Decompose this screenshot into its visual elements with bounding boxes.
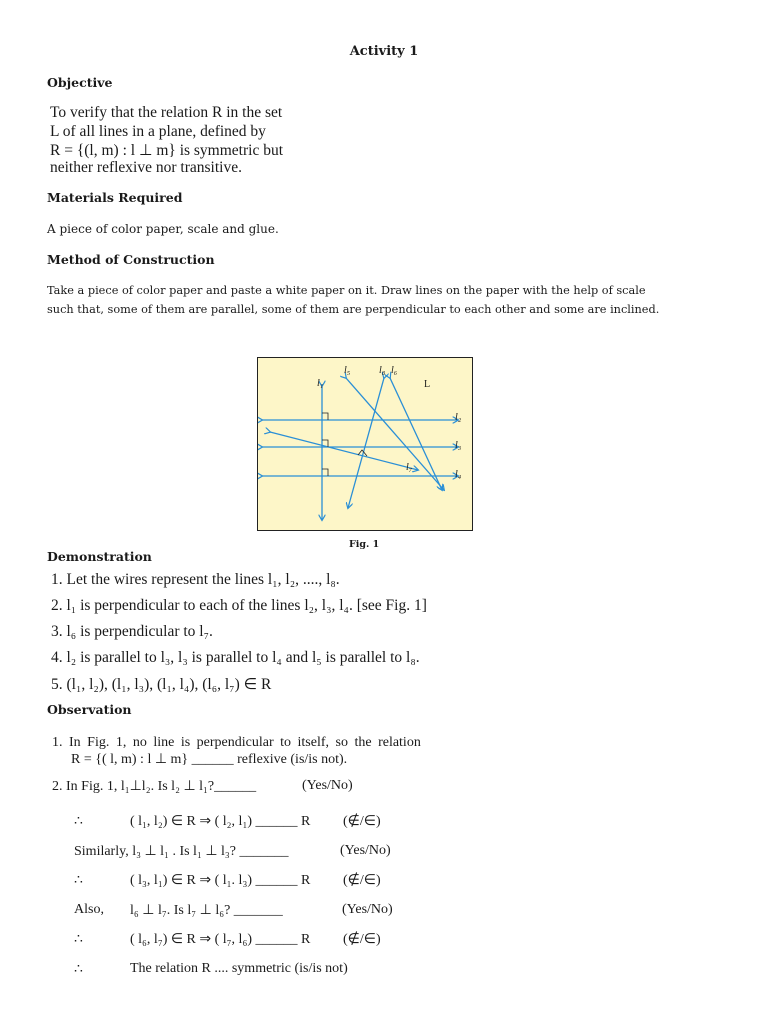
observation-item-2-choice: (Yes/No) [302, 778, 353, 793]
line-l7 [270, 432, 418, 470]
observation-row-3: ( l₆, l₇) ∈ R ⇒ ( l₇, l₆) ______ R [130, 932, 311, 947]
label-l5: l₅ [344, 365, 351, 376]
label-l7: l₇ [406, 462, 413, 473]
materials-heading: Materials Required [47, 190, 183, 205]
lines-diagram [258, 358, 474, 532]
objective-line-3: R = {(l, m) : l ⊥ m} is symmetric but [50, 142, 284, 159]
observation-row-2-choice: (∉/∈) [343, 873, 381, 888]
demonstration-item-5: 5. (l₁, l₂), (l₁, l₃), (l₁, l₄), (l₆, l₇) ∈ R [51, 676, 272, 693]
observation-row-1-choice: (∉/∈) [343, 814, 381, 829]
demonstration-item-2: 2. l₁ is perpendicular to each of the lines l₂, l₃, l₄. [see Fig. 1] [51, 597, 427, 614]
demonstration-heading: Demonstration [47, 549, 152, 564]
label-l3: l₃ [455, 440, 462, 451]
set-label-L: L [424, 379, 431, 390]
demonstration-item-1: 1. Let the wires represent the lines l₁, l₂, ...., l₈. [51, 571, 340, 588]
observation-item-2: 2. In Fig. 1, l₁⊥l₂. Is l₂ ⊥ l₁?______ [52, 779, 257, 794]
observation-also-text: l₆ ⊥ l₇. Is l₇ ⊥ l₆? _______ [130, 903, 283, 918]
objective-line-2: L of all lines in a plane, defined by [50, 123, 266, 140]
observation-similarly: Similarly, l₃ ⊥ l₁ . Is l₁ ⊥ l₃? _______ [74, 844, 289, 859]
figure-1 [257, 357, 473, 531]
method-line-2: such that, some of them are parallel, some of them are perpendicular to each other and some are inclined. [47, 303, 660, 316]
observation-row-1: ( l₁, l₂) ∈ R ⇒ ( l₂, l₁) ______ R [130, 814, 311, 829]
observation-row-2: ( l₃, l₁) ∈ R ⇒ ( l₁. l₃) ______ R [130, 873, 311, 888]
page-title: Activity 1 [349, 44, 419, 59]
line-l6 [390, 378, 442, 490]
observation-heading: Observation [47, 702, 132, 717]
objective-line-1: To verify that the relation R in the set [50, 104, 283, 121]
therefore-symbol: ∴ [74, 814, 83, 829]
demonstration-item-4: 4. l₂ is parallel to l₃, l₃ is parallel to l₄ and l₅ is parallel to l₈. [51, 649, 420, 666]
line-l5 [346, 378, 444, 490]
right-angle-mark [322, 413, 328, 420]
right-angle-mark [322, 469, 328, 476]
observation-conclusion: The relation R .... symmetric (is/is not) [130, 961, 348, 976]
observation-also-label: Also, [74, 902, 104, 917]
label-l8: l₈ [379, 365, 386, 376]
method-heading: Method of Construction [47, 252, 215, 267]
demonstration-item-3: 3. l₆ is perpendicular to l₇. [51, 623, 213, 640]
method-line-1: Take a piece of color paper and paste a white paper on it. Draw lines on the paper with the help of scale [47, 284, 646, 297]
line-l8 [348, 378, 384, 508]
objective-heading: Objective [47, 75, 113, 90]
observation-also-choice: (Yes/No) [342, 902, 393, 917]
therefore-symbol: ∴ [74, 932, 83, 947]
observation-item-1-line-1: 1. In Fig. 1, no line is perpendicular to itself, so the relation [52, 735, 421, 750]
label-l1: l₁ [317, 378, 324, 389]
label-l4: l₄ [455, 469, 462, 480]
therefore-symbol: ∴ [74, 962, 83, 977]
observation-similarly-choice: (Yes/No) [340, 843, 391, 858]
objective-line-4: neither reflexive nor transitive. [50, 159, 242, 176]
therefore-symbol: ∴ [74, 873, 83, 888]
label-l6: l₆ [391, 365, 398, 376]
materials-text: A piece of color paper, scale and glue. [47, 222, 279, 236]
observation-row-3-choice: (∉/∈) [343, 932, 381, 947]
label-l2: l₂ [455, 412, 462, 423]
observation-item-1-line-2: R = {( l, m) : l ⊥ m} ______ reflexive (is/is not). [71, 752, 348, 767]
figure-caption: Fig. 1 [349, 539, 380, 550]
